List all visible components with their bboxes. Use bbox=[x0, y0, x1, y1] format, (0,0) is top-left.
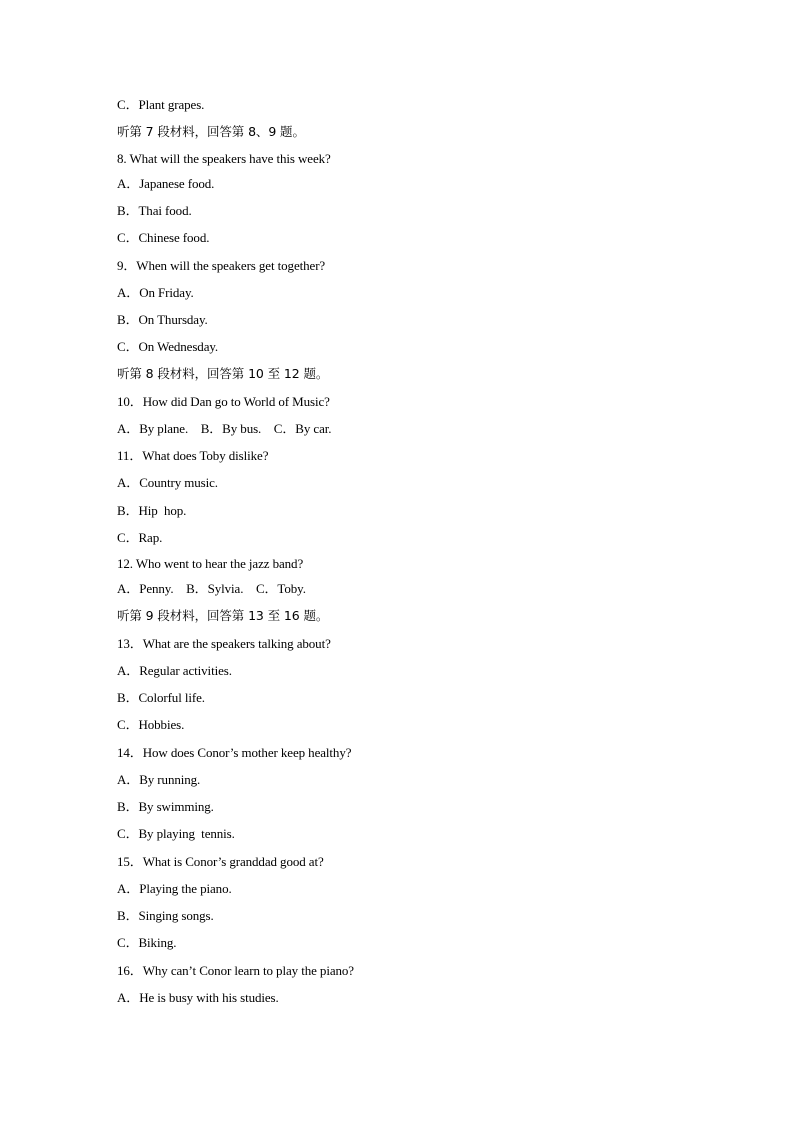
option-line: C．Plant grapes. bbox=[117, 97, 205, 112]
question-line: 13．What are the speakers talking about? bbox=[117, 636, 331, 651]
option-line: C．By playing tennis. bbox=[117, 826, 235, 841]
option-line: A．By plane. B．By bus. C．By car. bbox=[117, 421, 332, 436]
option-line: A．Penny. B．Sylvia. C．Toby. bbox=[117, 581, 306, 596]
option-line: A．On Friday. bbox=[117, 285, 194, 300]
option-line: C．Chinese food. bbox=[117, 230, 210, 245]
option-line: A．Playing the piano. bbox=[117, 881, 232, 896]
question-line: 15．What is Conor’s granddad good at? bbox=[117, 854, 324, 869]
question-line: 14．How does Conor’s mother keep healthy? bbox=[117, 745, 352, 760]
option-line: C．Hobbies. bbox=[117, 717, 185, 732]
option-line: C．Rap. bbox=[117, 530, 163, 545]
option-line: B．Singing songs. bbox=[117, 908, 214, 923]
option-line: C．Biking. bbox=[117, 935, 177, 950]
section-instruction: 听第 7 段材料，回答第 8、9 题。 bbox=[117, 124, 305, 139]
option-line: A．By running. bbox=[117, 772, 201, 787]
question-line: 16．Why can’t Conor learn to play the piano? bbox=[117, 963, 354, 978]
option-line: C．On Wednesday. bbox=[117, 339, 219, 354]
option-line: A．Country music. bbox=[117, 475, 218, 490]
option-line: A．He is busy with his studies. bbox=[117, 990, 279, 1005]
option-line: B．On Thursday. bbox=[117, 312, 208, 327]
section-instruction: 听第 8 段材料，回答第 10 至 12 题。 bbox=[117, 366, 329, 381]
option-line: A．Japanese food. bbox=[117, 176, 215, 191]
option-line: B．Hip hop. bbox=[117, 503, 187, 518]
option-line: B．By swimming. bbox=[117, 799, 214, 814]
question-line: 9．When will the speakers get together? bbox=[117, 258, 326, 273]
question-line: 12. Who went to hear the jazz band? bbox=[117, 556, 304, 571]
question-line: 8. What will the speakers have this week? bbox=[117, 151, 331, 166]
question-line: 10．How did Dan go to World of Music? bbox=[117, 394, 330, 409]
option-line: A．Regular activities. bbox=[117, 663, 232, 678]
option-line: B．Colorful life. bbox=[117, 690, 205, 705]
section-instruction: 听第 9 段材料，回答第 13 至 16 题。 bbox=[117, 608, 329, 623]
question-line: 11．What does Toby dislike? bbox=[117, 448, 269, 463]
option-line: B．Thai food. bbox=[117, 203, 192, 218]
